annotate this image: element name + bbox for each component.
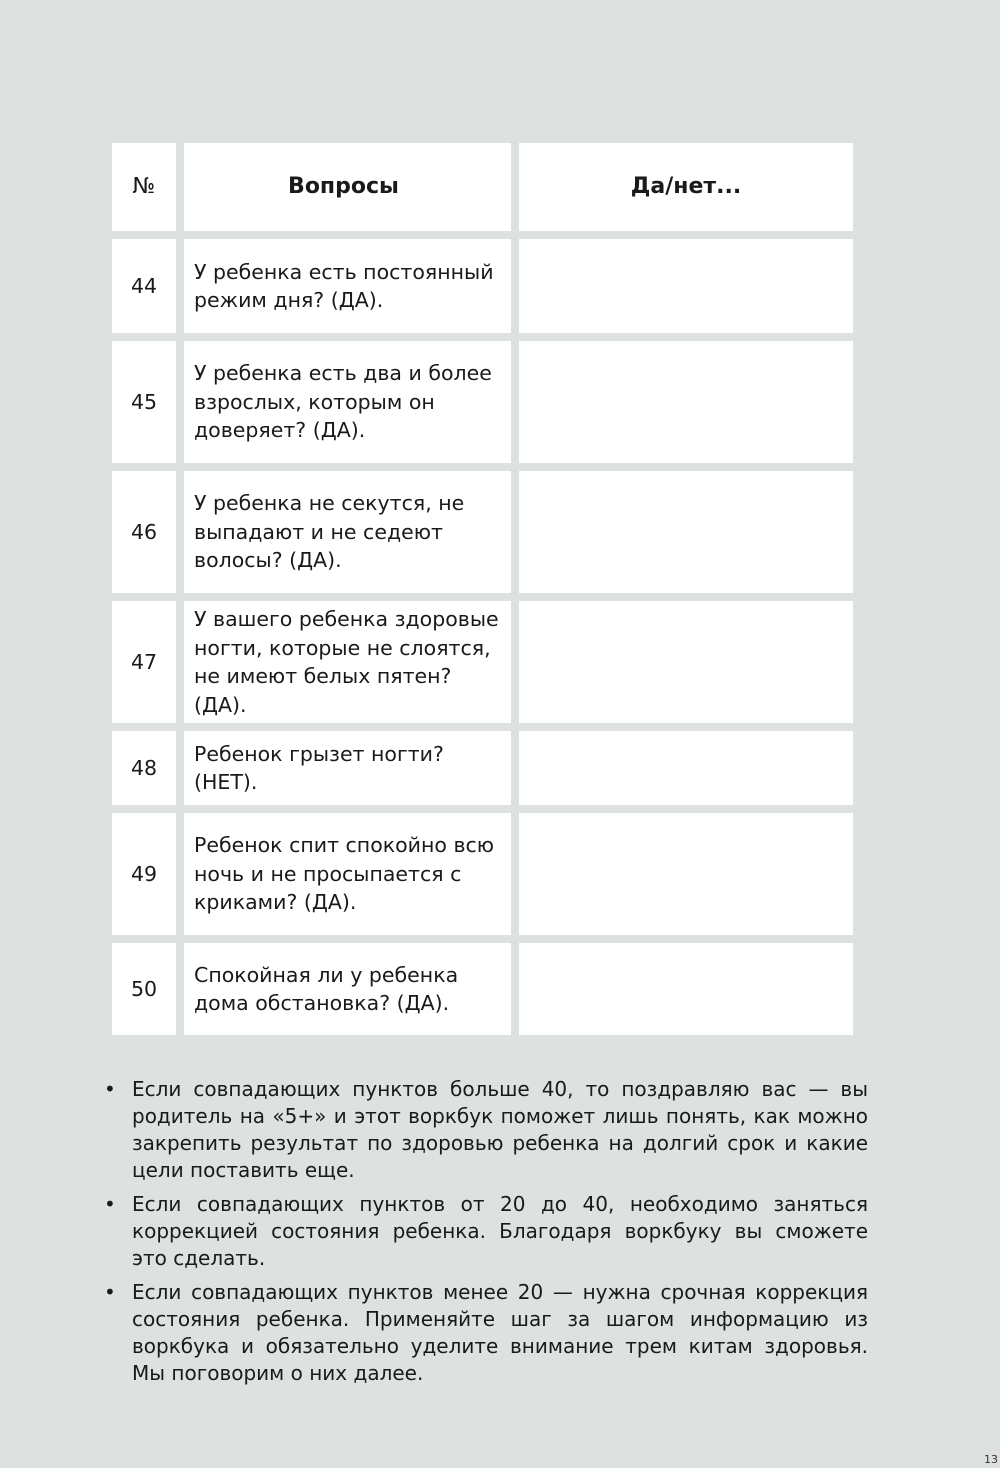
row-answer-field[interactable] — [519, 601, 853, 723]
row-number: 49 — [112, 813, 176, 935]
row-answer-field[interactable] — [519, 943, 853, 1035]
note-text: Если совпадающих пунктов от 20 до 40, необходимо заняться коррекцией состояния ребенка. Благодаря воркбуку вы сможете это сделать. — [132, 1192, 868, 1270]
row-answer-field[interactable] — [519, 813, 853, 935]
note-text: Если совпадающих пунктов менее 20 — нужна срочная коррекция состояния ребенка. Применяйте шаг за шагом информацию из воркбука и обязательно уделите внимание трем китам здоровья. Мы поговорим о них далее. — [132, 1280, 868, 1385]
row-number: 44 — [112, 239, 176, 333]
questions-table — [108, 143, 857, 1043]
row-number: 46 — [112, 471, 176, 593]
result-notes-list — [104, 1076, 868, 1394]
list-item — [104, 1191, 868, 1272]
row-number: 50 — [112, 943, 176, 1035]
list-item — [104, 1076, 868, 1184]
row-question: Ребенок грызет ногти? (НЕТ). — [184, 731, 511, 805]
page-number: 13 — [984, 1453, 998, 1466]
bullet-icon: • — [104, 1077, 116, 1101]
row-answer-field[interactable] — [519, 731, 853, 805]
row-answer-field[interactable] — [519, 471, 853, 593]
row-question: У ребенка есть постоянный режим дня? (ДА). — [184, 239, 511, 333]
note-text: Если совпадающих пунктов больше 40, то поздравляю вас — вы родитель на «5+» и этот воркбук поможет лишь понять, как можно закрепить результат по здоровью ребенка на долгий срок и какие цели поставить еще. — [132, 1077, 868, 1182]
row-answer-field[interactable] — [519, 341, 853, 463]
row-question: Спокойная ли у ребенка дома обстановка? (ДА). — [184, 943, 511, 1035]
row-question: У вашего ребенка здоровые ногти, которые не слоятся, не имеют белых пятен? (ДА). — [184, 601, 511, 723]
row-number: 47 — [112, 601, 176, 723]
header-answer: Да/нет... — [519, 143, 853, 231]
row-question: У ребенка не секутся, не выпадают и не седеют волосы? (ДА). — [184, 471, 511, 593]
row-answer-field[interactable] — [519, 239, 853, 333]
row-number: 45 — [112, 341, 176, 463]
bullet-icon: • — [104, 1192, 116, 1216]
row-number: 48 — [112, 731, 176, 805]
bullet-icon: • — [104, 1280, 116, 1304]
row-question: У ребенка есть два и более взрослых, которым он доверяет? (ДА). — [184, 341, 511, 463]
header-number: № — [112, 143, 176, 231]
list-item — [104, 1279, 868, 1387]
row-question: Ребенок спит спокойно всю ночь и не просыпается с криками? (ДА). — [184, 813, 511, 935]
header-questions: Вопросы — [184, 143, 511, 231]
